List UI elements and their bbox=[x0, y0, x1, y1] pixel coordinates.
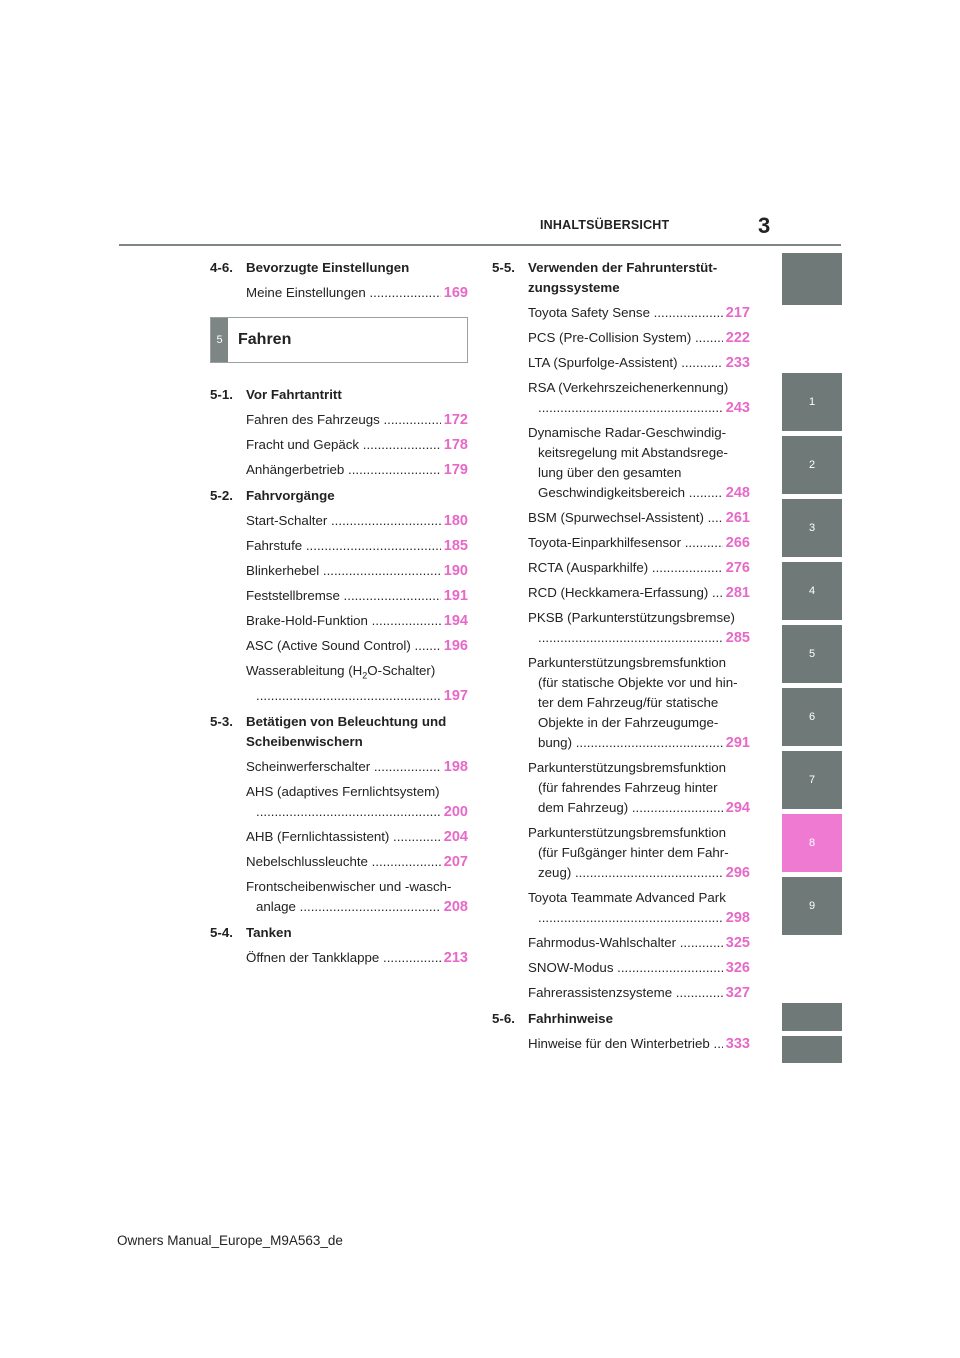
dot-leader bbox=[256, 686, 441, 706]
sidebar-tab-blank[interactable] bbox=[782, 253, 842, 305]
toc-entry-text: Feststellbremse ..... bbox=[246, 586, 441, 606]
toc-entry-text: Fahrerassistenzsysteme ..... bbox=[528, 983, 723, 1003]
toc-entry-text: anlage ..... bbox=[256, 897, 441, 917]
toc-page-link[interactable]: 291 bbox=[725, 735, 750, 751]
toc-entry-text: Nebelschlussleuchte ..... bbox=[246, 852, 441, 872]
toc-entry-text: zeug) ..... bbox=[538, 863, 723, 883]
toc-page-link[interactable]: 248 bbox=[725, 485, 750, 501]
dot-leader bbox=[256, 802, 441, 822]
toc-page-link[interactable]: 326 bbox=[725, 960, 750, 976]
sidebar-tab-5[interactable]: 5 bbox=[782, 625, 842, 683]
toc-entry[interactable] bbox=[246, 460, 468, 480]
toc-entry-text: bung) ..... bbox=[538, 733, 723, 753]
toc-page-link[interactable]: 207 bbox=[443, 853, 468, 870]
toc-entry[interactable] bbox=[528, 958, 750, 978]
toc-entry[interactable] bbox=[246, 283, 468, 303]
section-number: 5-3. bbox=[210, 713, 233, 729]
sidebar-tab-4[interactable]: 4 bbox=[782, 562, 842, 620]
toc-entry-text: Fahren des Fahrzeugs ..... bbox=[246, 410, 441, 430]
toc-entry-text: Fracht und Gepäck ..... bbox=[246, 435, 441, 455]
toc-page-link[interactable]: 198 bbox=[443, 758, 468, 775]
toc-entry-text: Meine Einstellungen ..... bbox=[246, 283, 441, 303]
toc-entry[interactable] bbox=[528, 558, 750, 578]
toc-page-link[interactable]: 178 bbox=[443, 437, 468, 453]
toc-entry[interactable] bbox=[528, 423, 750, 503]
section-title: Vor Fahrtantritt bbox=[246, 387, 342, 402]
toc-entry-text: ASC (Active Sound Control) ..... bbox=[246, 636, 441, 656]
toc-entry-text: Toyota Teammate Advanced Park bbox=[528, 890, 726, 905]
toc-entry-text: keitsregelung mit Abstandsrege- bbox=[538, 445, 728, 460]
footer-text: Owners Manual_Europe_M9A563_de bbox=[117, 1233, 343, 1248]
toc-entry-text: Parkunterstützungsbremsfunktion bbox=[528, 655, 727, 670]
toc-entry-text: Toyota Safety Sense ..... bbox=[528, 303, 723, 323]
toc-entry[interactable] bbox=[246, 410, 468, 430]
toc-entry[interactable] bbox=[246, 757, 468, 777]
toc-page-link[interactable]: 200 bbox=[443, 803, 468, 820]
toc-entry-text: Parkunterstützungsbremsfunktion bbox=[528, 760, 727, 775]
toc-entry-text: SNOW-Modus ..... bbox=[528, 958, 723, 978]
toc-entry[interactable] bbox=[246, 536, 468, 556]
toc-page-link[interactable]: 204 bbox=[443, 828, 468, 845]
toc-entry[interactable] bbox=[528, 508, 750, 528]
sidebar-tab-index-a[interactable] bbox=[782, 1003, 842, 1031]
toc-entry[interactable] bbox=[246, 511, 468, 531]
section-heading bbox=[210, 923, 468, 943]
section-number: 5-6. bbox=[492, 1011, 515, 1026]
toc-page-link[interactable]: 217 bbox=[725, 305, 750, 321]
toc-entry-text: Toyota-Einparkhilfesensor ..... bbox=[528, 533, 723, 553]
toc-page-link[interactable]: 208 bbox=[443, 898, 468, 915]
toc-entry-text: (für Fußgänger hinter dem Fahr- bbox=[538, 845, 729, 860]
toc-entry-text: PCS (Pre-Collision System) ..... bbox=[528, 328, 723, 348]
toc-entry[interactable] bbox=[246, 561, 468, 581]
toc-page-link[interactable]: 213 bbox=[443, 949, 468, 966]
section-number: 4-6. bbox=[210, 260, 233, 275]
section-number: 5-1. bbox=[210, 387, 233, 402]
toc-entry-text: Objekte in der Fahrzeugumge- bbox=[538, 715, 719, 730]
toc-entry-text-part: O-Schalter) bbox=[367, 663, 436, 678]
toc-entry-text: Dynamische Radar-Geschwindig- bbox=[528, 425, 727, 440]
toc-entry-text: Scheinwerferschalter ..... bbox=[246, 757, 441, 777]
toc-entry[interactable] bbox=[528, 353, 750, 373]
toc-page-link[interactable]: 294 bbox=[725, 800, 750, 816]
toc-entry-text: (für statische Objekte vor und hin- bbox=[538, 675, 738, 690]
toc-entry-text: PKSB (Parkunterstützungsbremse) bbox=[528, 610, 735, 625]
toc-entry[interactable] bbox=[528, 983, 750, 1003]
sidebar-tab-9[interactable]: 9 bbox=[782, 877, 842, 935]
toc-entry[interactable] bbox=[246, 661, 468, 706]
toc-page-link[interactable]: 179 bbox=[443, 462, 468, 478]
toc-entry-text: RCTA (Ausparkhilfe) ..... bbox=[528, 558, 723, 578]
toc-entry-text: BSM (Spurwechsel-Assistent) ..... bbox=[528, 508, 723, 528]
toc-entry[interactable] bbox=[528, 1034, 750, 1054]
toc-entry-text-part: Wasserableitung (H bbox=[246, 663, 363, 678]
toc-page-link[interactable]: 191 bbox=[443, 588, 468, 604]
section-title-line: zungssysteme bbox=[528, 280, 620, 295]
toc-entry[interactable] bbox=[246, 852, 468, 872]
header-title: INHALTSÜBERSICHT bbox=[540, 218, 670, 232]
toc-entry-text: RCD (Heckkamera-Erfassung) ..... bbox=[528, 583, 723, 603]
toc-left-column bbox=[210, 252, 468, 973]
section-title-line: Verwenden der Fahrunterstüt- bbox=[528, 260, 718, 275]
sidebar-tab-1[interactable]: 1 bbox=[782, 373, 842, 431]
toc-entry-text: Fahrmodus-Wahlschalter ..... bbox=[528, 933, 723, 953]
toc-entry-text: AHS (adaptives Fernlichtsystem) bbox=[246, 783, 440, 799]
section-heading bbox=[210, 486, 468, 506]
section-heading bbox=[210, 258, 468, 278]
section-heading bbox=[492, 258, 750, 298]
toc-page-link[interactable]: 296 bbox=[725, 865, 750, 881]
toc-entry-text bbox=[246, 661, 468, 686]
toc-right-column bbox=[492, 252, 750, 1059]
toc-entry-text: lung über den gesamten bbox=[538, 465, 682, 480]
section-title bbox=[246, 712, 468, 752]
chapter-banner bbox=[210, 317, 468, 363]
toc-entry[interactable] bbox=[528, 823, 750, 883]
toc-entry-text: RSA (Verkehrszeichenerkennung) bbox=[528, 380, 729, 395]
section-number: 5-4. bbox=[210, 924, 233, 940]
toc-entry-text: Anhängerbetrieb ..... bbox=[246, 460, 441, 480]
toc-page-link[interactable]: 222 bbox=[725, 330, 750, 346]
section-title: Bevorzugte Einstellungen bbox=[246, 260, 410, 275]
toc-entry-text: Start-Schalter ..... bbox=[246, 511, 441, 531]
toc-page-link[interactable]: 233 bbox=[725, 355, 750, 371]
section-heading bbox=[492, 1009, 750, 1029]
toc-entry[interactable] bbox=[528, 653, 750, 753]
toc-entry-text: Blinkerhebel ..... bbox=[246, 561, 441, 581]
toc-entry-text: (für fahrendes Fahrzeug hinter bbox=[538, 780, 718, 795]
toc-entry[interactable] bbox=[528, 583, 750, 603]
toc-page-link[interactable]: 281 bbox=[725, 585, 750, 601]
sidebar-tab-index-b[interactable] bbox=[782, 1036, 842, 1063]
toc-entry[interactable] bbox=[246, 782, 468, 822]
toc-page-link[interactable]: 266 bbox=[725, 535, 750, 551]
toc-page-link[interactable]: 190 bbox=[443, 563, 468, 579]
section-title-line: Betätigen von Beleuchtung und bbox=[246, 713, 447, 729]
toc-entry-text: Hinweise für den Winterbetrieb ..... bbox=[528, 1034, 723, 1054]
toc-entry-text: AHB (Fernlichtassistent) ..... bbox=[246, 827, 441, 847]
toc-entry[interactable] bbox=[528, 758, 750, 818]
toc-entry[interactable] bbox=[246, 877, 468, 917]
toc-entry[interactable] bbox=[528, 533, 750, 553]
toc-entry-text: Parkunterstützungsbremsfunktion bbox=[528, 825, 727, 840]
toc-page-link[interactable]: 325 bbox=[725, 935, 750, 951]
toc-entry-text: Öffnen der Tankklappe ..... bbox=[246, 948, 441, 968]
chapter-number: 5 bbox=[211, 318, 228, 362]
dot-leader bbox=[538, 398, 723, 418]
sidebar-tab-7[interactable]: 7 bbox=[782, 751, 842, 809]
toc-entry[interactable] bbox=[528, 608, 750, 648]
toc-entry[interactable] bbox=[246, 948, 468, 968]
toc-page-link[interactable]: 194 bbox=[443, 613, 468, 629]
toc-entry[interactable] bbox=[246, 435, 468, 455]
section-title: Fahrvorgänge bbox=[246, 488, 335, 503]
toc-entry-text: Brake-Hold-Funktion ..... bbox=[246, 611, 441, 631]
toc-entry[interactable] bbox=[528, 378, 750, 418]
toc-entry[interactable] bbox=[528, 328, 750, 348]
toc-entry-text: dem Fahrzeug) ..... bbox=[538, 798, 723, 818]
sidebar-tab-8[interactable]: 8 bbox=[782, 814, 842, 872]
toc-page-link[interactable]: 261 bbox=[725, 510, 750, 526]
toc-entry-text: ter dem Fahrzeug/für statische bbox=[538, 695, 719, 710]
subscript: 2 bbox=[362, 670, 368, 681]
toc-page-link[interactable]: 196 bbox=[443, 638, 468, 654]
toc-page-link[interactable]: 172 bbox=[443, 412, 468, 428]
toc-page-link[interactable]: 327 bbox=[725, 985, 750, 1001]
dot-leader bbox=[538, 908, 723, 928]
toc-page-link[interactable]: 276 bbox=[725, 560, 750, 576]
toc-entry[interactable] bbox=[246, 586, 468, 606]
toc-entry-text: Frontscheibenwischer und -wasch- bbox=[246, 878, 452, 894]
toc-entry[interactable] bbox=[528, 303, 750, 323]
toc-entry[interactable] bbox=[528, 933, 750, 953]
page-number: 3 bbox=[758, 213, 771, 238]
toc-page-link[interactable]: 197 bbox=[443, 687, 468, 704]
toc-entry[interactable] bbox=[528, 888, 750, 928]
sidebar-tab-6[interactable]: 6 bbox=[782, 688, 842, 746]
section-title-line: Scheibenwischern bbox=[246, 733, 363, 749]
section-heading bbox=[210, 712, 468, 752]
section-number: 5-2. bbox=[210, 488, 233, 503]
sidebar-tab-2[interactable]: 2 bbox=[782, 436, 842, 494]
toc-entry-text: LTA (Spurfolge-Assistent) ..... bbox=[528, 353, 723, 373]
section-number: 5-5. bbox=[492, 260, 515, 275]
toc-entry[interactable] bbox=[246, 827, 468, 847]
toc-page-link[interactable]: 298 bbox=[725, 910, 750, 926]
chapter-title: Fahren bbox=[238, 331, 292, 348]
section-title: Tanken bbox=[246, 924, 292, 940]
sidebar-tab-3[interactable]: 3 bbox=[782, 499, 842, 557]
toc-entry-text: Fahrstufe ..... bbox=[246, 536, 441, 556]
dot-leader bbox=[538, 628, 723, 648]
toc-page-link[interactable]: 333 bbox=[725, 1036, 750, 1052]
toc-page-link[interactable]: 169 bbox=[443, 285, 468, 301]
section-heading bbox=[210, 385, 468, 405]
toc-page-link[interactable]: 285 bbox=[725, 630, 750, 646]
toc-entry[interactable] bbox=[246, 636, 468, 656]
toc-page-link[interactable]: 243 bbox=[725, 400, 750, 416]
toc-page-link[interactable]: 185 bbox=[443, 538, 468, 554]
toc-page-link[interactable]: 180 bbox=[443, 513, 468, 529]
header-divider bbox=[119, 244, 841, 246]
section-title bbox=[528, 258, 750, 298]
section-title: Fahrhinweise bbox=[528, 1011, 613, 1026]
toc-entry-text: Geschwindigkeitsbereich ..... bbox=[538, 483, 723, 503]
toc-entry[interactable] bbox=[246, 611, 468, 631]
